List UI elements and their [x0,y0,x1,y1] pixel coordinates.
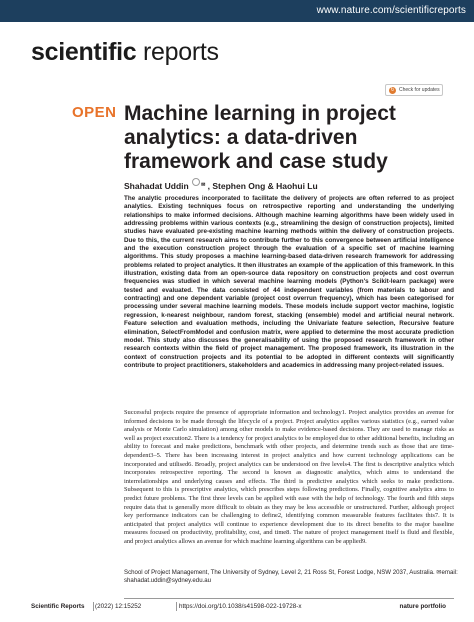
footer-separator [176,602,177,611]
intro-paragraph: Successful projects require the presence of appropriate information and technology1. Project analytics provides an avenue for informed decisions to be made through the lifecycle of a project. Project analytics applies various statistics (e.g., earned value analysis or Monte Carlo simulation) among other models to make evidence-based decisions. They are used to manage risks as well as project execution2. There is a tendency for project analytics to be employed due to other additional benefits, including an ability to forecast and make predictions, benchmark with other projects, and determine trends such as those that are time-dependent3–5. There has been increasing interest in project analytics and how current technology applications can be incorporated and utilised6. Broadly, project analytics can be understood on five levels4. The first is descriptive analytics which incorporates retrospective reporting. The second is known as diagnostic analytics, which aims to understand the interrelationships and underlying causes and effects. The third is predictive analytics which seeks to make predictions. Subsequent to this is prescriptive analytics, which prescribes steps following predictions. Finally, cognitive analytics aims to predict future problems. The first three levels can be applied with ease with the help of technology. The fourth and fifth steps require data that is generally more difficult to obtain as they may be less accessible or unstructured. Further, although project key performance indicators can be challenging to define2, identifying common measurable features facilitates this7. It is anticipated that project analytics will continue to experience development due to its direct benefits to the major baseline measures focused on productivity, profitability, cost, and time8. The nature of project management itself is fluid and flexible, and project analytics allows an avenue for which machine learning algorithms can be applied9. [124,409,454,545]
check-updates-label: Check for updates [399,87,440,93]
abstract: The analytic procedures incorporated to facilitate the delivery of projects are often referred to as project analytics. Existing techniques focus on retrospective reporting and understanding the underlying relationships to make informed decisions. Although machine learning algorithms have been widely used in addressing problems within various contexts (e.g., streamlining the design of construction projects), limited studies have evaluated pre-existing machine learning methods within the delivery of construction projects. Due to this, the current research aims to contribute further to this convergence between artificial intelligence and the execution construction project through the evaluation of a specific set of machine learning algorithms. This study proposes a machine learning-based data-driven research framework for addressing problems related to project analytics. It then illustrates an example of the application of this framework. In this illustration, existing data from an open-source data repository on construction projects and cost overrun frequencies was studied in which several machine learning models (Python's Scikit-learn package) were tested and evaluated. The data consisted of 44 independent variables (from materials to labour and contracting) and one dependent variable (project cost overrun frequency), which has been categorised for processing under several machine learning models. These models include support vector machine, logistic regression, k-nearest neighbour, random forest, stacking (ensemble) model and artificial neural network. Feature selection and evaluation methods, including the Univariate feature selection, Recursive feature elimination, SelectFromModel and confusion matrix, were applied to determine the most accurate prediction model. This study also discusses the generalisability of using the proposed research framework in other research contexts within the field of project management. The proposed framework, its illustration in the context of construction projects and its potential to be adopted in different contexts will significantly contribute to project practitioners, stakeholders and academics in addressing many project-related issues. [124,195,454,369]
author-name[interactable]: Shahadat Uddin [124,181,189,191]
footer-separator [93,602,94,611]
journal-url-link[interactable]: www.nature.com/scientificreports [316,5,466,16]
journal-logo [31,38,219,67]
footer-journal: Scientific Reports [31,603,85,610]
affiliation: School of Project Management, The University of Sydney, Level 2, 21 Ross St, Forest Lodge, NSW 2037, Australia. ✉email: shahadat.uddin@sydney.edu.au [124,569,458,584]
footer-doi-link[interactable]: https://doi.org/10.1038/s41598-022-19728-x [179,603,302,610]
publisher-logo: nature portfolio [399,603,446,610]
orcid-icon[interactable] [192,178,200,186]
email-icon[interactable]: ✉ [201,182,206,188]
footer-volume: (2022) 12:15252 [95,603,142,610]
open-access-label: OPEN [72,104,117,121]
author-list [124,178,318,191]
brand-light: reports [143,38,219,66]
check-for-updates-button[interactable] [385,84,443,96]
top-banner [0,0,474,22]
article-title: Machine learning in project analytics: a data-driven framework and case study [124,102,396,173]
coauthor-names[interactable]: , Stephen Ong & Haohui Lu [207,181,318,191]
refresh-icon: ↻ [390,87,395,93]
brand-bold: scientific [31,38,137,66]
footer-divider [124,598,454,599]
